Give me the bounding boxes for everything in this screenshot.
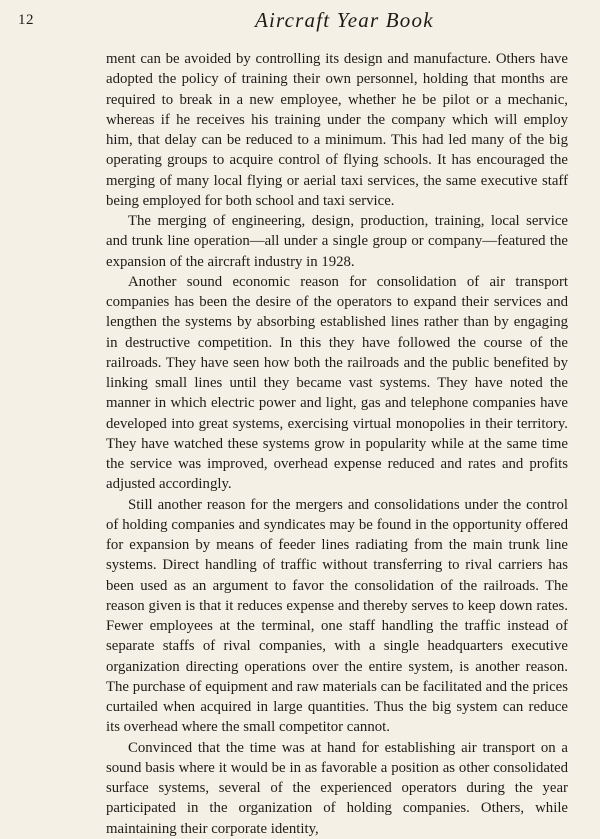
paragraph-feeder-lines: Still another reason for the mergers and consolidations under the control of holding companies and syndicates may be found in the opportunity offered for expansion by means of feeder lines radiating from the main trunk line systems. Direct handling of traffic without transferring to rival carriers has been used as an argument to favor the consolidation of the railroads. The reason given is that it reduces expense and thereby serves to keep down rates. Fewer employees at the terminal, one staff handling the traffic instead of separate staffs of rival companies, with a single headquarters executive organization directing operations over the entire system, is another reason. The purchase of equipment and raw materials can be facilitated and the prices curtailed when acquired in large quantities. Thus the big system can reduce its overhead where the small competitor cannot.: [106, 496, 568, 736]
paragraph-holding-companies: Convinced that the time was at hand for establishing air transport on a sound basis where it would be in as favorable a position as other consolidated surface systems, several of the experienced operators during the year participated in the organization of holding companies. Others, while maintaining their corporate identity,: [106, 739, 568, 837]
running-head: [0, 6, 600, 42]
paragraph-continued: ment can be avoided by controlling its design and manufacture. Others have adopted the policy of training their own personnel, holding that months are required to break in a new employee, whether he be pilot or a mechanic, whereas if he receives his training under the company which will employ him, that delay can be reduced to a minimum. This had led many of the big operating groups to acquire control of flying schools. It has encouraged the merging of many local flying or aerial taxi services, the same executive staff being employed for both school and taxi service.: [106, 51, 568, 209]
page-number: 12: [18, 12, 34, 28]
book-title: Aircraft Year Book: [255, 8, 434, 32]
body-text: [106, 49, 568, 839]
paragraph-economic-reason: Another sound economic reason for consolidation of air transport companies has been the desire of the operators to expand their services and lengthen the systems by absorbing established lines rather than by engaging in destructive competition. In this they have followed the course of the railroads. They have seen how both the railroads and the public benefited by linking small lines until they became vast systems. They have noted the manner in which electric power and light, gas and telephone companies have developed into great systems, exercising virtual monopolies in their territory. They have watched these systems grow in popularity while at the same time the service was improved, overhead expense reduced and rates and profits adjusted accordingly.: [106, 273, 568, 493]
paragraph-merging: The merging of engineering, design, production, training, local service and trunk line operation—all under a single group or company—featured the expansion of the aircraft industry in 1928.: [106, 213, 568, 270]
